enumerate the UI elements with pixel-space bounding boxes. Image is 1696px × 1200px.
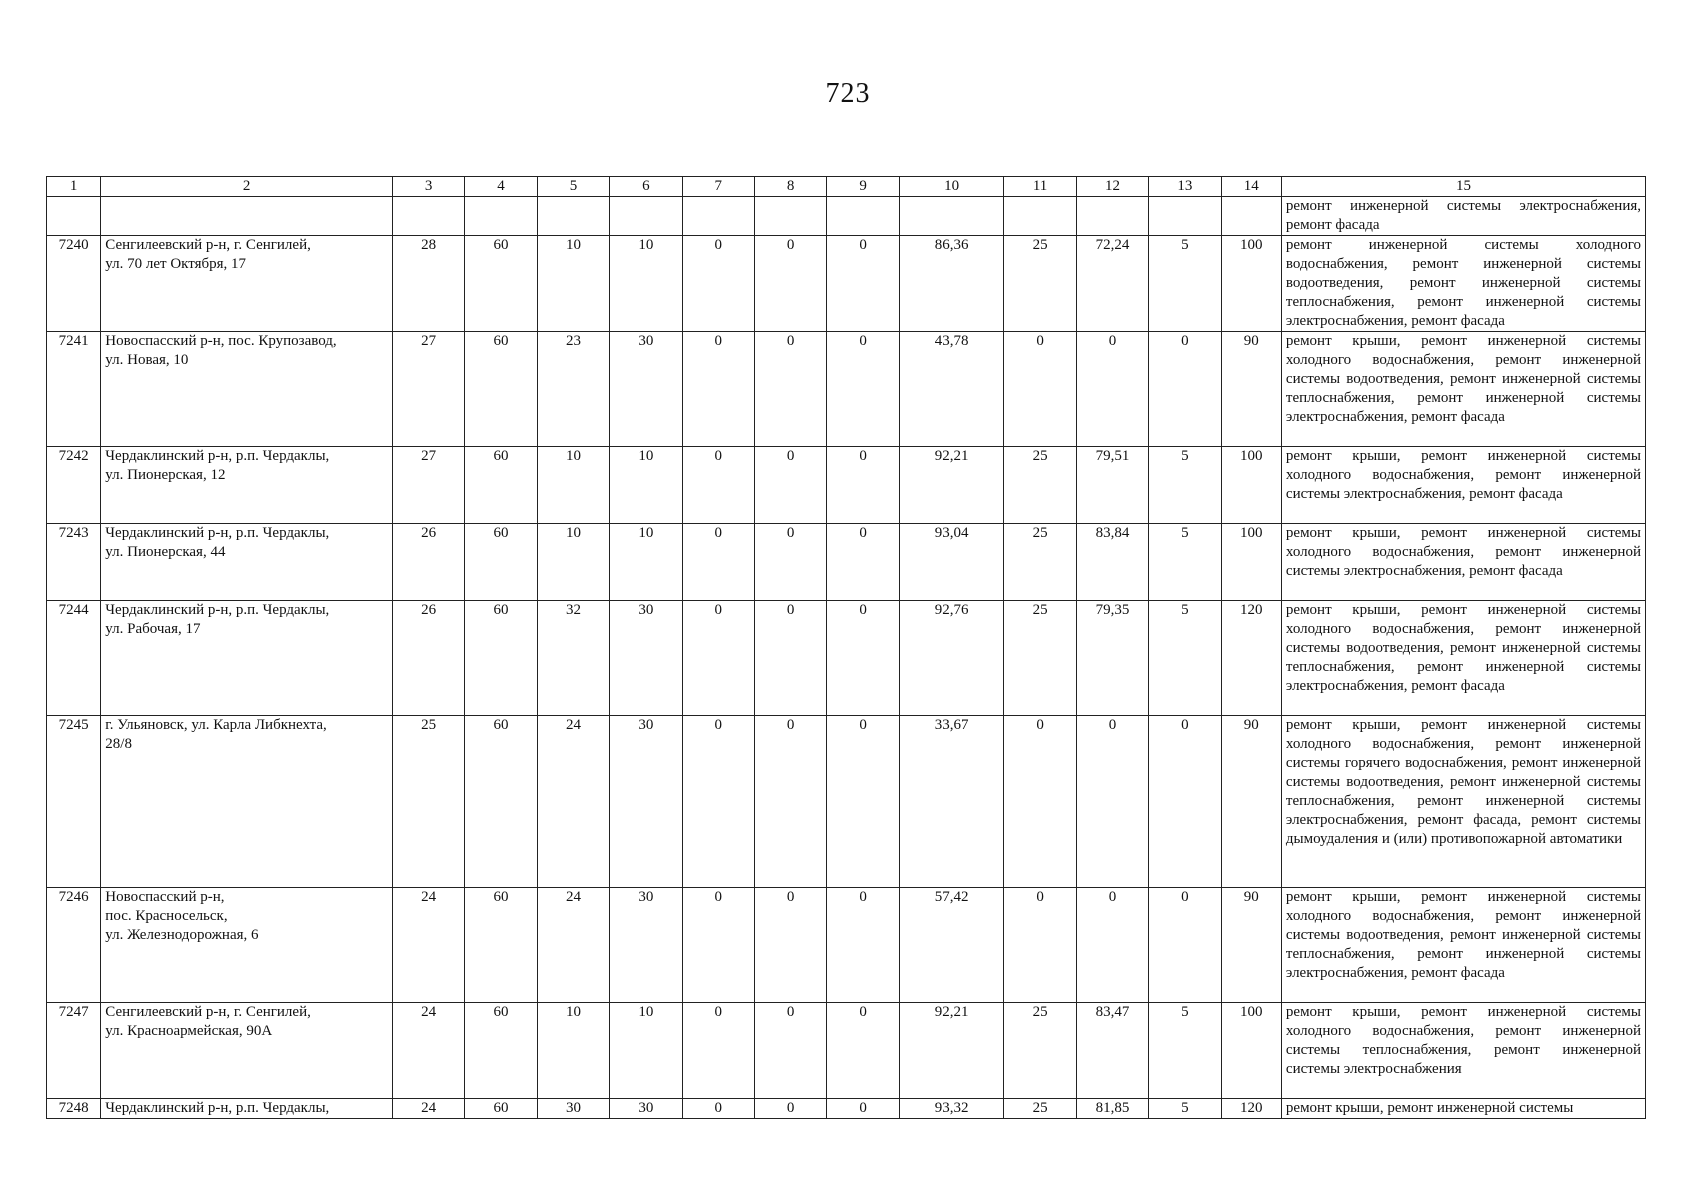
value-cell: 25 — [1004, 236, 1076, 332]
table-cell — [537, 197, 609, 236]
table-cell — [1149, 197, 1221, 236]
value-cell: 0 — [682, 332, 754, 447]
header-cell: 8 — [754, 177, 826, 197]
table-cell — [827, 197, 899, 236]
value-cell: 0 — [827, 524, 899, 601]
table-row — [47, 1099, 1646, 1119]
value-cell: 0 — [827, 332, 899, 447]
value-cell: 0 — [1076, 332, 1148, 447]
value-cell: 10 — [537, 1003, 609, 1099]
value-cell: 60 — [465, 716, 537, 888]
row-id: 7248 — [47, 1099, 101, 1119]
value-cell: 28 — [392, 236, 464, 332]
value-cell: 0 — [827, 601, 899, 716]
header-cell: 14 — [1221, 177, 1281, 197]
value-cell: 0 — [754, 601, 826, 716]
value-cell: 43,78 — [899, 332, 1004, 447]
value-cell: 26 — [392, 524, 464, 601]
header-cell: 12 — [1076, 177, 1148, 197]
value-cell: 10 — [610, 1003, 682, 1099]
table-cell — [1221, 197, 1281, 236]
header-cell: 15 — [1281, 177, 1645, 197]
table-cell — [101, 197, 393, 236]
header-cell: 5 — [537, 177, 609, 197]
works-cell: ремонт крыши, ремонт инженерной системы холодного водоснабжения, ремонт инженерной системы водоотведения, ремонт инженерной системы теплоснабжения, ремонт инженерной системы электроснабжения, ремонт фасада — [1281, 888, 1645, 1003]
value-cell: 0 — [754, 888, 826, 1003]
value-cell: 100 — [1221, 236, 1281, 332]
value-cell: 5 — [1149, 1003, 1221, 1099]
table-cell — [392, 197, 464, 236]
value-cell: 0 — [754, 1099, 826, 1119]
value-cell: 79,35 — [1076, 601, 1148, 716]
value-cell: 60 — [465, 332, 537, 447]
value-cell: 60 — [465, 447, 537, 524]
value-cell: 30 — [610, 888, 682, 1003]
address-cell: Новоспасский р-н, пос. Крупозавод, ул. Новая, 10 — [101, 332, 393, 447]
value-cell: 0 — [827, 1099, 899, 1119]
value-cell: 24 — [392, 1099, 464, 1119]
table-row — [47, 716, 1646, 888]
header-cell: 7 — [682, 177, 754, 197]
row-id: 7245 — [47, 716, 101, 888]
works-cell: ремонт крыши, ремонт инженерной системы холодного водоснабжения, ремонт инженерной системы горячего водоснабжения, ремонт инженерной системы водоотведения, ремонт инженерной системы теплоснабжения, ремонт инженерной системы электроснабжения, ремонт фасада, ремонт системы дымоудаления и (или) противопожарной автоматики — [1281, 716, 1645, 888]
value-cell: 27 — [392, 447, 464, 524]
header-row — [47, 177, 1646, 197]
value-cell: 92,21 — [899, 447, 1004, 524]
value-cell: 10 — [610, 447, 682, 524]
works-cell: ремонт крыши, ремонт инженерной системы — [1281, 1099, 1645, 1119]
value-cell: 0 — [827, 1003, 899, 1099]
value-cell: 60 — [465, 236, 537, 332]
value-cell: 83,84 — [1076, 524, 1148, 601]
table-row — [47, 601, 1646, 716]
header-cell: 1 — [47, 177, 101, 197]
value-cell: 0 — [1076, 716, 1148, 888]
value-cell: 79,51 — [1076, 447, 1148, 524]
works-cell: ремонт крыши, ремонт инженерной системы холодного водоснабжения, ремонт инженерной системы водоотведения, ремонт инженерной системы теплоснабжения, ремонт инженерной системы электроснабжения, ремонт фасада — [1281, 332, 1645, 447]
address-cell: Чердаклинский р-н, р.п. Чердаклы, ул. Пионерская, 44 — [101, 524, 393, 601]
row-id: 7243 — [47, 524, 101, 601]
header-cell: 6 — [610, 177, 682, 197]
works-cell: ремонт крыши, ремонт инженерной системы холодного водоснабжения, ремонт инженерной системы водоотведения, ремонт инженерной системы теплоснабжения, ремонт инженерной системы электроснабжения, ремонт фасада — [1281, 601, 1645, 716]
address-cell: Новоспасский р-н, пос. Красносельск, ул. Железнодорожная, 6 — [101, 888, 393, 1003]
works-cell: ремонт инженерной системы холодного водоснабжения, ремонт инженерной системы водоотведения, ремонт инженерной системы теплоснабжения, ремонт инженерной системы электроснабжения, ремонт фасада — [1281, 236, 1645, 332]
value-cell: 0 — [754, 332, 826, 447]
value-cell: 60 — [465, 1099, 537, 1119]
value-cell: 60 — [465, 601, 537, 716]
value-cell: 5 — [1149, 236, 1221, 332]
value-cell: 100 — [1221, 447, 1281, 524]
row-id: 7242 — [47, 447, 101, 524]
row-id: 7244 — [47, 601, 101, 716]
value-cell: 24 — [537, 716, 609, 888]
value-cell: 5 — [1149, 601, 1221, 716]
header-cell: 10 — [899, 177, 1004, 197]
value-cell: 30 — [610, 332, 682, 447]
value-cell: 24 — [392, 888, 464, 1003]
value-cell: 0 — [754, 236, 826, 332]
value-cell: 30 — [610, 716, 682, 888]
value-cell: 100 — [1221, 1003, 1281, 1099]
value-cell: 120 — [1221, 1099, 1281, 1119]
works-cell: ремонт крыши, ремонт инженерной системы холодного водоснабжения, ремонт инженерной системы электроснабжения, ремонт фасада — [1281, 447, 1645, 524]
value-cell: 0 — [754, 447, 826, 524]
value-cell: 0 — [827, 447, 899, 524]
table-body — [47, 177, 1646, 1119]
address-cell: г. Ульяновск, ул. Карла Либкнехта, 28/8 — [101, 716, 393, 888]
value-cell: 57,42 — [899, 888, 1004, 1003]
value-cell: 10 — [537, 524, 609, 601]
value-cell: 5 — [1149, 1099, 1221, 1119]
table-cell — [899, 197, 1004, 236]
value-cell: 0 — [1004, 332, 1076, 447]
value-cell: 24 — [392, 1003, 464, 1099]
address-cell: Сенгилеевский р-н, г. Сенгилей, ул. 70 лет Октября, 17 — [101, 236, 393, 332]
value-cell: 0 — [682, 1003, 754, 1099]
address-cell: Чердаклинский р-н, р.п. Чердаклы, ул. Пионерская, 12 — [101, 447, 393, 524]
value-cell: 30 — [537, 1099, 609, 1119]
header-cell: 4 — [465, 177, 537, 197]
table-cell — [610, 197, 682, 236]
value-cell: 0 — [682, 888, 754, 1003]
header-cell: 9 — [827, 177, 899, 197]
value-cell: 10 — [537, 447, 609, 524]
table-row — [47, 332, 1646, 447]
value-cell: 0 — [827, 888, 899, 1003]
value-cell: 90 — [1221, 332, 1281, 447]
table-cell — [1076, 197, 1148, 236]
table-row — [47, 1003, 1646, 1099]
value-cell: 0 — [682, 601, 754, 716]
address-cell: Чердаклинский р-н, р.п. Чердаклы, — [101, 1099, 393, 1119]
value-cell: 90 — [1221, 716, 1281, 888]
value-cell: 0 — [827, 716, 899, 888]
value-cell: 0 — [682, 716, 754, 888]
value-cell: 25 — [1004, 1003, 1076, 1099]
header-cell: 13 — [1149, 177, 1221, 197]
table-row — [47, 524, 1646, 601]
value-cell: 92,76 — [899, 601, 1004, 716]
value-cell: 0 — [1149, 332, 1221, 447]
table-row — [47, 888, 1646, 1003]
value-cell: 25 — [392, 716, 464, 888]
value-cell: 93,04 — [899, 524, 1004, 601]
value-cell: 72,24 — [1076, 236, 1148, 332]
value-cell: 93,32 — [899, 1099, 1004, 1119]
value-cell: 81,85 — [1076, 1099, 1148, 1119]
value-cell: 32 — [537, 601, 609, 716]
value-cell: 30 — [610, 1099, 682, 1119]
table-cell — [682, 197, 754, 236]
value-cell: 120 — [1221, 601, 1281, 716]
value-cell: 90 — [1221, 888, 1281, 1003]
table-cell — [1004, 197, 1076, 236]
registry-table — [46, 176, 1646, 1119]
address-cell: Чердаклинский р-н, р.п. Чердаклы, ул. Рабочая, 17 — [101, 601, 393, 716]
table-cell — [47, 197, 101, 236]
value-cell: 23 — [537, 332, 609, 447]
value-cell: 25 — [1004, 447, 1076, 524]
value-cell: 30 — [610, 601, 682, 716]
value-cell: 0 — [682, 1099, 754, 1119]
table-cell — [465, 197, 537, 236]
row-id: 7247 — [47, 1003, 101, 1099]
row-id: 7241 — [47, 332, 101, 447]
value-cell: 0 — [827, 236, 899, 332]
row-id: 7240 — [47, 236, 101, 332]
works-cell: ремонт инженерной системы электроснабжения, ремонт фасада — [1281, 197, 1645, 236]
value-cell: 60 — [465, 1003, 537, 1099]
header-cell: 11 — [1004, 177, 1076, 197]
header-cell: 3 — [392, 177, 464, 197]
table-cell — [754, 197, 826, 236]
value-cell: 10 — [537, 236, 609, 332]
value-cell: 0 — [1149, 888, 1221, 1003]
value-cell: 24 — [537, 888, 609, 1003]
value-cell: 83,47 — [1076, 1003, 1148, 1099]
row-id: 7246 — [47, 888, 101, 1003]
works-cell: ремонт крыши, ремонт инженерной системы холодного водоснабжения, ремонт инженерной системы электроснабжения, ремонт фасада — [1281, 524, 1645, 601]
value-cell: 5 — [1149, 447, 1221, 524]
value-cell: 0 — [682, 447, 754, 524]
value-cell: 0 — [682, 236, 754, 332]
value-cell: 33,67 — [899, 716, 1004, 888]
value-cell: 0 — [754, 716, 826, 888]
value-cell: 60 — [465, 888, 537, 1003]
value-cell: 100 — [1221, 524, 1281, 601]
value-cell: 60 — [465, 524, 537, 601]
works-cell: ремонт крыши, ремонт инженерной системы холодного водоснабжения, ремонт инженерной системы теплоснабжения, ремонт инженерной системы электроснабжения — [1281, 1003, 1645, 1099]
value-cell: 25 — [1004, 601, 1076, 716]
value-cell: 26 — [392, 601, 464, 716]
page-number: 723 — [825, 78, 871, 109]
value-cell: 27 — [392, 332, 464, 447]
table-row — [47, 447, 1646, 524]
address-cell: Сенгилеевский р-н, г. Сенгилей, ул. Красноармейская, 90А — [101, 1003, 393, 1099]
value-cell: 0 — [1004, 716, 1076, 888]
value-cell: 0 — [682, 524, 754, 601]
value-cell: 0 — [1149, 716, 1221, 888]
value-cell: 92,21 — [899, 1003, 1004, 1099]
value-cell: 0 — [1004, 888, 1076, 1003]
value-cell: 25 — [1004, 1099, 1076, 1119]
table-row — [47, 236, 1646, 332]
value-cell: 5 — [1149, 524, 1221, 601]
value-cell: 10 — [610, 236, 682, 332]
value-cell: 0 — [754, 524, 826, 601]
value-cell: 10 — [610, 524, 682, 601]
value-cell: 86,36 — [899, 236, 1004, 332]
value-cell: 25 — [1004, 524, 1076, 601]
value-cell: 0 — [1076, 888, 1148, 1003]
header-cell: 2 — [101, 177, 393, 197]
value-cell: 0 — [754, 1003, 826, 1099]
continuation-row — [47, 197, 1646, 236]
